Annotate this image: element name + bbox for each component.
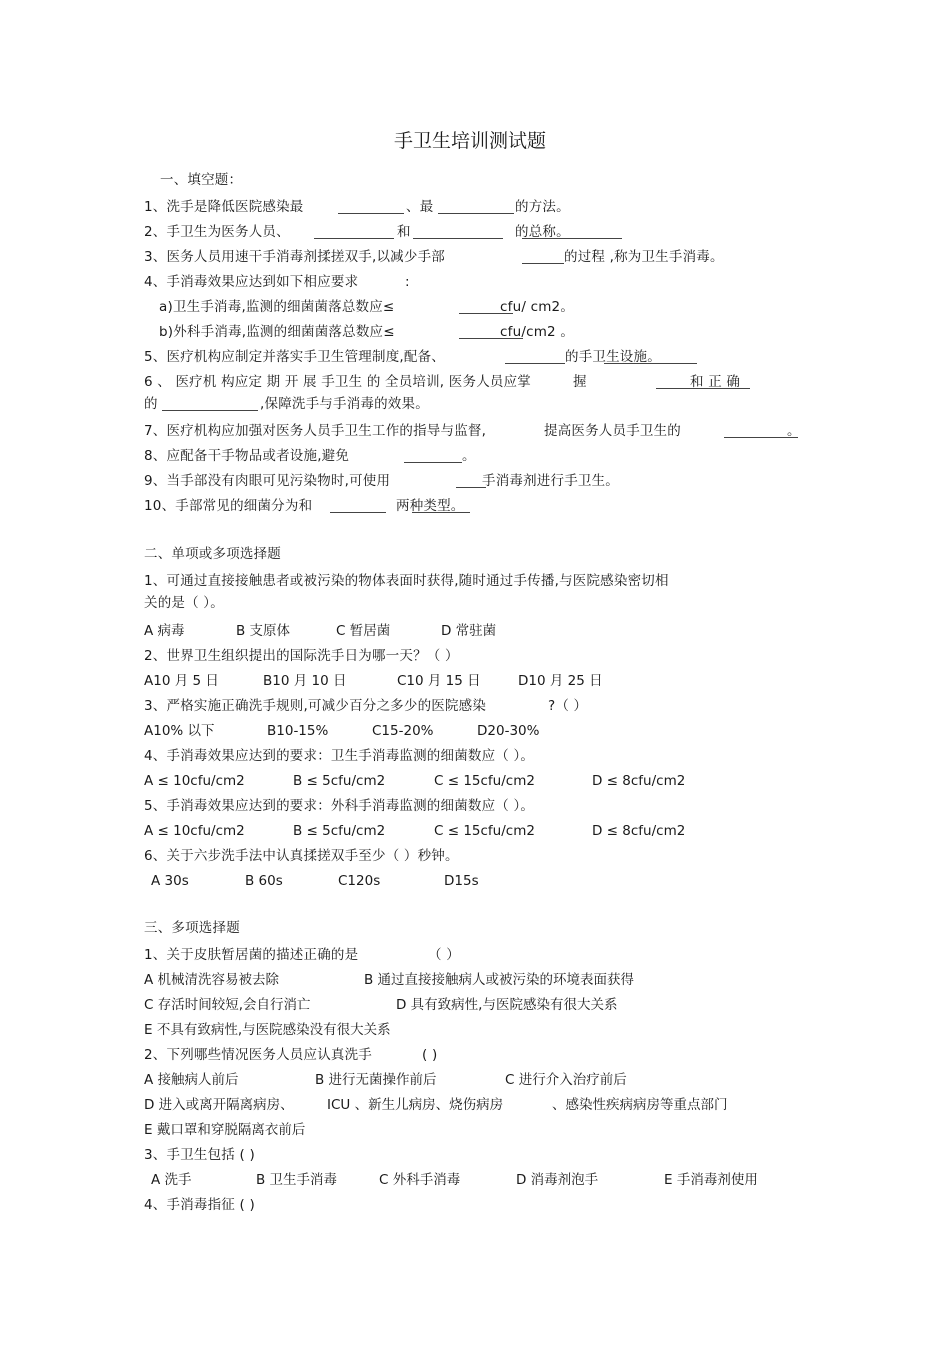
single-q6-option-d: D15s [444,873,479,889]
section-heading-multi: 三、多项选择题 [144,920,240,936]
single-q3-bracket: ?（ ） [548,698,588,714]
single-q4-text: 4、手消毒效果应达到的要求：卫生手消毒监测的细菌数应（ ）。 [144,748,535,764]
single-q1-line2: 关的是（ ）。 [144,595,224,611]
multi-q2-option-b: B 进行无菌操作前后 [315,1072,437,1088]
multi-q1-text: 1、关于皮肤暂居菌的描述正确的是 [144,947,359,963]
multi-q3-option-a: A 洗手 [151,1172,192,1188]
single-q5-text: 5、手消毒效果应达到的要求：外科手消毒监测的细菌数应（ ）。 [144,798,535,814]
single-q1-line1: 1、可通过直接接触患者或被污染的物体表面时获得,随时通过手传播,与医院感染密切相 [144,573,669,589]
single-q6-option-a: A 30s [151,873,189,889]
single-q4-option-a: A ≤ 10cfu/cm2 [144,773,245,789]
multi-q3-option-d: D 消毒剂泡手 [516,1172,599,1188]
multi-q2-option-a: A 接触病人前后 [144,1072,239,1088]
fill-q1-text: 1、洗手是降低医院感染最 [144,199,304,215]
fill-q2-end: 的总称。 [515,224,570,240]
fill-q5-text: 5、医疗机构应制定并落实手卫生管理制度,配备、 [144,349,445,365]
single-q2-option-c: C10 月 15 日 [397,673,481,689]
fill-q2-mid: 和 [397,224,411,240]
single-q2-option-d: D10 月 25 日 [518,673,603,689]
blank-line [505,363,565,364]
single-q1-option-a: A 病毒 [144,623,185,639]
single-q3-option-c: C15-20% [372,723,434,739]
fill-q7-end: 。 [787,423,801,439]
single-q1-option-c: C 暂居菌 [336,623,391,639]
single-q3-option-a: A10% 以下 [144,723,215,739]
fill-q10-end: 两种类型。 [396,498,465,514]
blank-line [438,213,514,214]
fill-q10-text: 10、手部常见的细菌分为和 [144,498,313,514]
fill-q6-and: 和 正 确 [690,374,741,390]
page-title: 手卫生培训测试题 [393,130,546,152]
multi-q4-text: 4、手消毒指征 ( ) [144,1197,255,1213]
blank-line [314,238,394,239]
blank-line [604,363,697,364]
fill-q6-of: 的 [144,396,158,412]
single-q3-text: 3、严格实施正确洗手规则,可减少百分之多少的医院感染 [144,698,487,714]
single-q6-option-c: C120s [338,873,381,889]
fill-q7-mid: 提高医务人员手卫生的 [544,423,681,439]
single-q2-text: 2、世界卫生组织提出的国际洗手日为哪一天？（ ） [144,648,459,664]
single-q4-option-c: C ≤ 15cfu/cm2 [434,773,535,789]
fill-q4-colon: : [405,274,410,290]
single-q3-option-b: B10-15% [267,723,329,739]
blank-line [522,238,622,239]
multi-q2-text: 2、下列哪些情况医务人员应认真洗手 [144,1047,372,1063]
fill-q3-text: 3、医务人员用速干手消毒剂揉搓双手,以减少手部 [144,249,445,265]
section-heading-fill: 一、填空题： [160,172,243,188]
fill-q6-end: ,保障洗手与手消毒的效果。 [260,396,429,412]
fill-q7-text: 7、医疗机构应加强对医务人员手卫生工作的指导与监督, [144,423,487,439]
fill-q6-grasp: 握 [573,374,587,390]
multi-q2-bracket: ( ) [422,1047,438,1063]
blank-line [330,512,386,513]
fill-q2-text: 2、手卫生为医务人员、 [144,224,290,240]
single-q6-text: 6、关于六步洗手法中认真揉搓双手至少（ ）秒钟。 [144,848,459,864]
fill-q4b-unit: cfu/cm2 。 [500,324,575,340]
multi-q3-option-b: B 卫生手消毒 [256,1172,338,1188]
single-q2-option-a: A10 月 5 日 [144,673,219,689]
multi-q2-option-e: E 戴口罩和穿脱隔离衣前后 [144,1122,306,1138]
multi-q1-option-e: E 不具有致病性,与医院感染没有很大关系 [144,1022,391,1038]
single-q4-option-d: D ≤ 8cfu/cm2 [592,773,686,789]
single-q5-option-c: C ≤ 15cfu/cm2 [434,823,535,839]
fill-q1-mid: 、最 [406,199,434,215]
single-q4-option-b: B ≤ 5cfu/cm2 [293,773,386,789]
blank-line [522,263,564,264]
blank-line [413,238,503,239]
fill-q9-end: 手消毒剂进行手卫生。 [482,473,619,489]
single-q5-option-d: D ≤ 8cfu/cm2 [592,823,686,839]
fill-q8-end: 。 [462,448,476,464]
single-q1-option-d: D 常驻菌 [441,623,497,639]
single-q2-option-b: B10 月 10 日 [263,673,347,689]
multi-q1-option-d: D 具有致病性,与医院感染有很大关系 [396,997,618,1013]
fill-q4a-unit: cfu/ cm2。 [500,299,575,315]
fill-q1-end: 的方法。 [515,199,570,215]
blank-line [412,512,470,513]
fill-q3-end: 的过程 ,称为卫生手消毒。 [564,249,724,265]
multi-q3-text: 3、手卫生包括 ( ) [144,1147,255,1163]
fill-q8-text: 8、应配备干手物品或者设施,避免 [144,448,350,464]
multi-q3-option-c: C 外科手消毒 [379,1172,461,1188]
multi-q3-option-e: E 手消毒剂使用 [664,1172,758,1188]
single-q3-option-d: D20-30% [477,723,540,739]
multi-q2-option-d-part1: D 进入或离开隔离病房、 [144,1097,294,1113]
multi-q2-option-d-part3: 、感染性疾病病房等重点部门 [552,1097,728,1113]
section-heading-single: 二、单项或多项选择题 [144,546,281,562]
fill-q9-text: 9、当手部没有肉眼可见污染物时,可使用 [144,473,391,489]
multi-q2-option-d-part2: ICU 、新生儿病房、烧伤病房 [327,1097,504,1113]
single-q1-option-b: B 支原体 [236,623,291,639]
fill-q6-text: 6 、 医疗机 构应定 期 开 展 手卫生 的 全员培训, 医务人员应掌 [144,374,531,390]
multi-q1-option-a: A 机械清洗容易被去除 [144,972,280,988]
multi-q1-bracket: （ ） [428,947,460,963]
multi-q1-option-c: C 存活时间较短,会自行消亡 [144,997,311,1013]
fill-q4b-text: b)外科手消毒,监测的细菌菌落总数应≤ [159,324,395,340]
fill-q4a-text: a)卫生手消毒,监测的细菌菌落总数应≤ [159,299,395,315]
multi-q2-option-c: C 进行介入治疗前后 [505,1072,627,1088]
single-q5-option-a: A ≤ 10cfu/cm2 [144,823,245,839]
fill-q4-text: 4、手消毒效果应达到如下相应要求 [144,274,359,290]
blank-line [162,410,258,411]
blank-line [338,213,404,214]
multi-q1-option-b: B 通过直接接触病人或被污染的环境表面获得 [364,972,635,988]
fill-q5-end: 的手卫生设施。 [565,349,661,365]
blank-line [404,462,462,463]
single-q5-option-b: B ≤ 5cfu/cm2 [293,823,386,839]
single-q6-option-b: B 60s [245,873,283,889]
